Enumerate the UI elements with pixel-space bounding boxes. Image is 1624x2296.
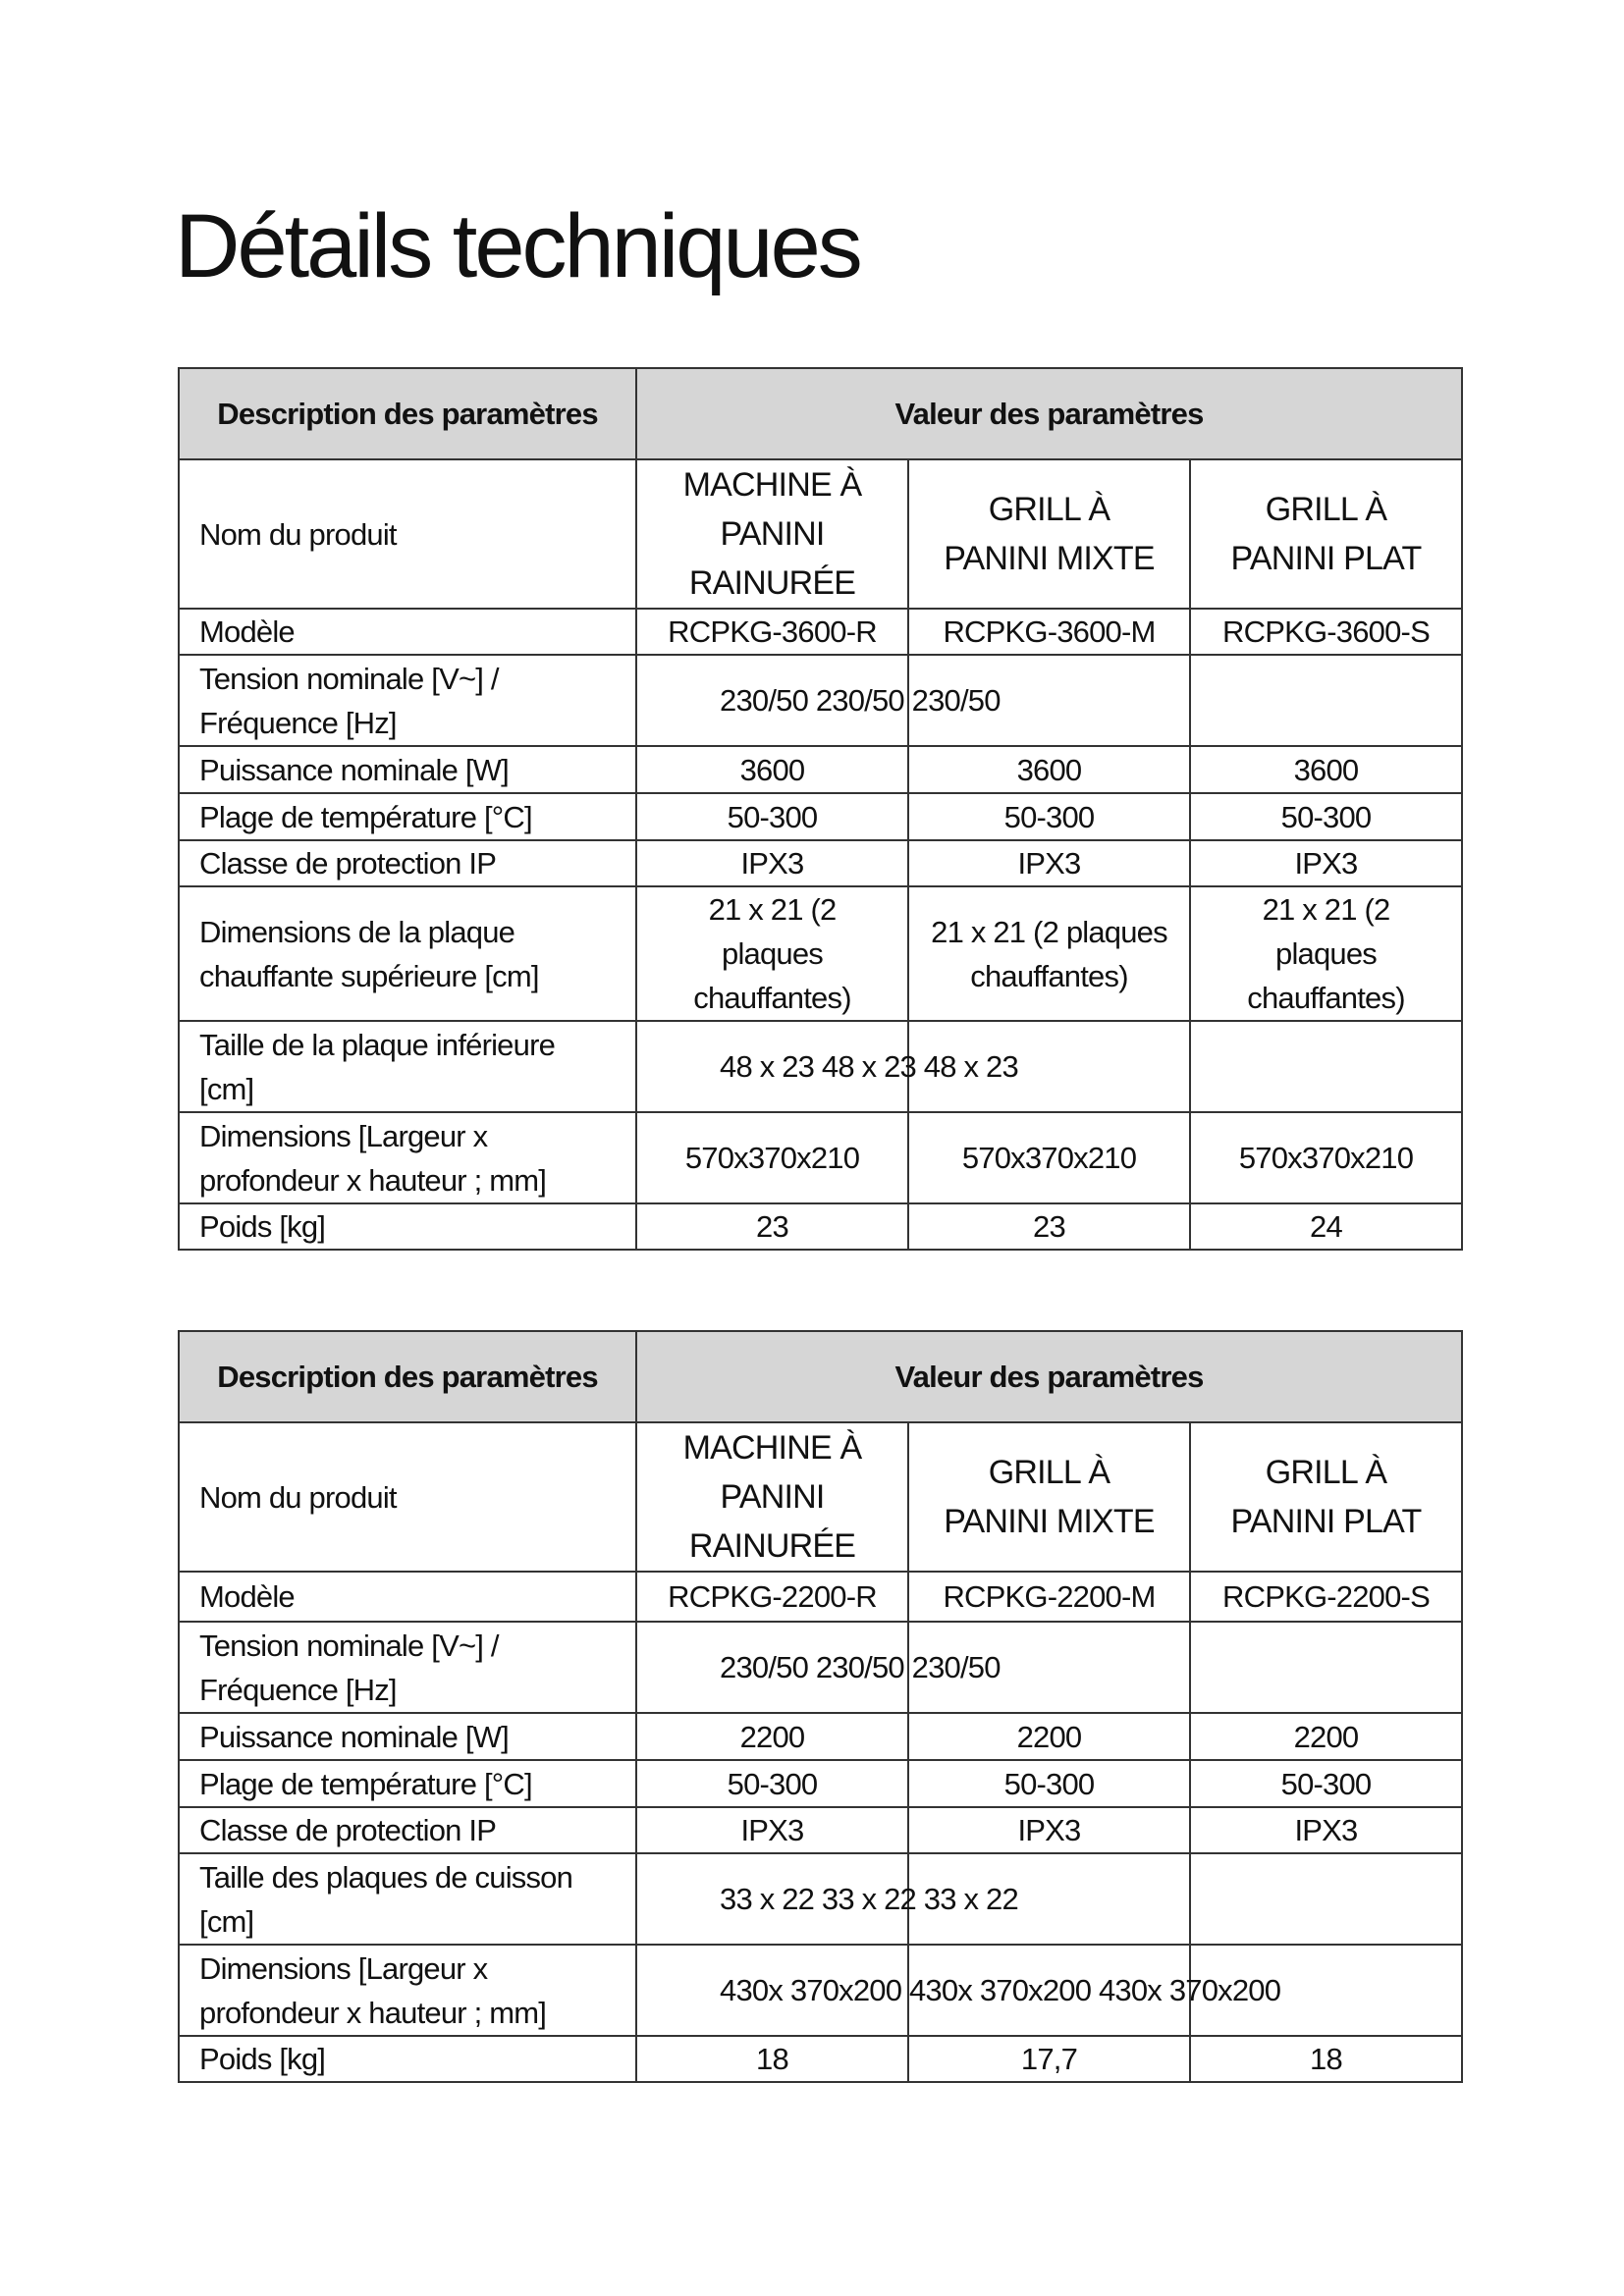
header-description: Description des paramètres: [179, 1331, 636, 1422]
value-cell: 2200: [908, 1713, 1190, 1760]
value-cell: 21 x 21 (2 plaques chauffantes): [1190, 886, 1462, 1021]
specs-table-2200: [178, 1330, 1463, 2083]
product-name: MACHINE À PANINI RAINURÉE: [636, 459, 908, 609]
table-row: [179, 1807, 1462, 1853]
row-label: Dimensions [Largeur x profondeur x hauteur ; mm]: [179, 1112, 636, 1203]
table-row: [179, 655, 1462, 746]
value-cell: 23: [636, 1203, 908, 1250]
header-row: [179, 1331, 1462, 1422]
merged-value: 230/50 230/50 230/50: [636, 655, 908, 746]
value-cell: RCPKG-2200-R: [636, 1572, 908, 1622]
row-label: Puissance nominale [W]: [179, 746, 636, 793]
header-values: Valeur des paramètres: [636, 1331, 1462, 1422]
table-row: [179, 609, 1462, 655]
value-cell: 50-300: [1190, 1760, 1462, 1807]
empty-cell: [1190, 655, 1462, 746]
value-cell: 21 x 21 (2 plaques chauffantes): [636, 886, 908, 1021]
product-name: GRILL À PANINI MIXTE: [908, 1422, 1190, 1572]
page-title: Détails techniques: [175, 196, 860, 296]
value-cell: 18: [1190, 2036, 1462, 2082]
header-row: [179, 368, 1462, 459]
specs-table-3600: [178, 367, 1463, 1251]
value-cell: 21 x 21 (2 plaques chauffantes): [908, 886, 1190, 1021]
row-label: Classe de protection IP: [179, 840, 636, 886]
value-cell: 23: [908, 1203, 1190, 1250]
row-label: Plage de température [°C]: [179, 793, 636, 840]
table-row: [179, 1622, 1462, 1713]
value-cell: IPX3: [636, 840, 908, 886]
value-cell: 50-300: [908, 1760, 1190, 1807]
value-cell: 570x370x210: [908, 1112, 1190, 1203]
value-cell: 570x370x210: [1190, 1112, 1462, 1203]
row-label: Classe de protection IP: [179, 1807, 636, 1853]
row-label: Dimensions [Largeur x profondeur x hauteur ; mm]: [179, 1945, 636, 2036]
empty-cell: [1190, 1021, 1462, 1112]
value-cell: 18: [636, 2036, 908, 2082]
value-cell: 50-300: [1190, 793, 1462, 840]
merged-value: 33 x 22 33 x 22 33 x 22: [636, 1853, 908, 1945]
table-row: [179, 1021, 1462, 1112]
row-label: Puissance nominale [W]: [179, 1713, 636, 1760]
value-cell: RCPKG-3600-S: [1190, 609, 1462, 655]
value-cell: 50-300: [908, 793, 1190, 840]
value-cell: IPX3: [908, 840, 1190, 886]
value-cell: 3600: [636, 746, 908, 793]
table-row: [179, 840, 1462, 886]
merged-value: 48 x 23 48 x 23 48 x 23: [636, 1021, 908, 1112]
row-label: Poids [kg]: [179, 1203, 636, 1250]
empty-cell: [1190, 1622, 1462, 1713]
row-label: Poids [kg]: [179, 2036, 636, 2082]
value-cell: RCPKG-3600-R: [636, 609, 908, 655]
row-label: Taille des plaques de cuisson [cm]: [179, 1853, 636, 1945]
merged-value: 230/50 230/50 230/50: [636, 1622, 908, 1713]
value-cell: IPX3: [1190, 1807, 1462, 1853]
product-name: GRILL À PANINI MIXTE: [908, 459, 1190, 609]
table-row: [179, 793, 1462, 840]
product-name-row: [179, 459, 1462, 609]
row-label: Taille de la plaque inférieure [cm]: [179, 1021, 636, 1112]
table-row: [179, 746, 1462, 793]
row-label: Dimensions de la plaque chauffante supérieure [cm]: [179, 886, 636, 1021]
value-cell: IPX3: [908, 1807, 1190, 1853]
table-row: [179, 2036, 1462, 2082]
table-row: [179, 1112, 1462, 1203]
value-cell: 17,7: [908, 2036, 1190, 2082]
value-cell: IPX3: [636, 1807, 908, 1853]
row-label: Nom du produit: [179, 459, 636, 609]
table-row: [179, 1203, 1462, 1250]
value-cell: 570x370x210: [636, 1112, 908, 1203]
value-cell: 3600: [1190, 746, 1462, 793]
product-name: GRILL À PANINI PLAT: [1190, 459, 1462, 609]
value-cell: 3600: [908, 746, 1190, 793]
value-cell: RCPKG-2200-M: [908, 1572, 1190, 1622]
row-label: Modèle: [179, 1572, 636, 1622]
row-label: Modèle: [179, 609, 636, 655]
value-cell: IPX3: [1190, 840, 1462, 886]
product-name: MACHINE À PANINI RAINURÉE: [636, 1422, 908, 1572]
table-row: [179, 1760, 1462, 1807]
table-row: [179, 886, 1462, 1021]
table-row: [179, 1572, 1462, 1622]
value-cell: 50-300: [636, 1760, 908, 1807]
table-row: [179, 1853, 1462, 1945]
row-label: Plage de température [°C]: [179, 1760, 636, 1807]
table-row: [179, 1713, 1462, 1760]
value-cell: 2200: [1190, 1713, 1462, 1760]
product-name: GRILL À PANINI PLAT: [1190, 1422, 1462, 1572]
value-cell: RCPKG-2200-S: [1190, 1572, 1462, 1622]
row-label: Nom du produit: [179, 1422, 636, 1572]
empty-cell: [1190, 1853, 1462, 1945]
value-cell: 24: [1190, 1203, 1462, 1250]
value-cell: 50-300: [636, 793, 908, 840]
value-cell: RCPKG-3600-M: [908, 609, 1190, 655]
value-cell: 2200: [636, 1713, 908, 1760]
merged-value: 430x 370x200 430x 370x200 430x 370x200: [636, 1945, 908, 2036]
header-values: Valeur des paramètres: [636, 368, 1462, 459]
row-label: Tension nominale [V~] / Fréquence [Hz]: [179, 655, 636, 746]
table-row: [179, 1945, 1462, 2036]
header-description: Description des paramètres: [179, 368, 636, 459]
row-label: Tension nominale [V~] / Fréquence [Hz]: [179, 1622, 636, 1713]
product-name-row: [179, 1422, 1462, 1572]
